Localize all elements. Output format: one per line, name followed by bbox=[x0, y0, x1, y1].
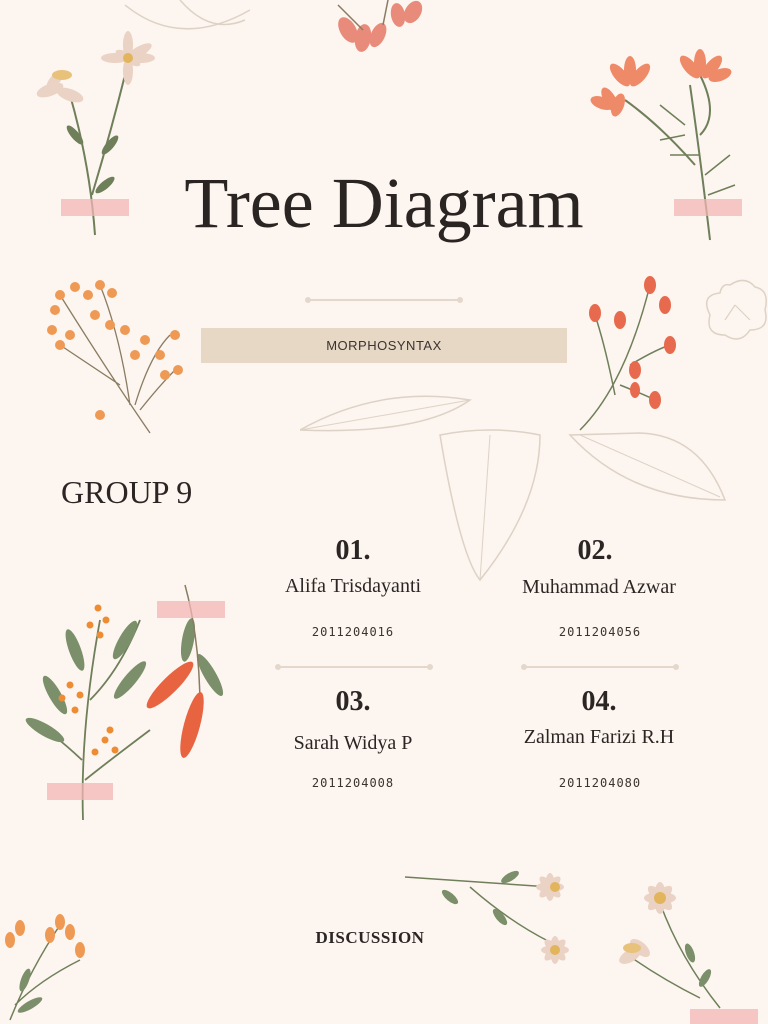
member-id: 2011204008 bbox=[311, 776, 395, 790]
baby-breath-left bbox=[40, 275, 190, 435]
member-name: Alifa Trisdayanti bbox=[284, 575, 422, 597]
group-label: GROUP 9 bbox=[61, 474, 193, 510]
subtitle-text: MORPHOSYNTAX bbox=[326, 338, 442, 353]
daisy-flower-bottom-right bbox=[610, 868, 735, 1013]
coral-flower-top bbox=[318, 0, 438, 60]
member-id: 2011204056 bbox=[558, 625, 642, 639]
discussion-label: DISCUSSION bbox=[315, 928, 425, 947]
member-name: Sarah Widya P bbox=[293, 732, 413, 754]
member-id: 2011204016 bbox=[311, 625, 395, 639]
member-number: 02. bbox=[577, 535, 613, 566]
daisy-flower-bottom bbox=[400, 862, 580, 982]
divider bbox=[524, 666, 676, 668]
member-id: 2011204080 bbox=[558, 776, 642, 790]
subtitle-banner bbox=[201, 328, 567, 363]
washi-tape bbox=[157, 601, 225, 618]
member-number: 01. bbox=[335, 535, 371, 566]
divider bbox=[278, 666, 430, 668]
member-number: 03. bbox=[335, 686, 371, 717]
member-name: Zalman Farizi R.H bbox=[523, 726, 675, 748]
washi-tape bbox=[47, 783, 113, 800]
washi-tape bbox=[690, 1009, 758, 1024]
member-number: 04. bbox=[581, 686, 617, 717]
page-title: Tree Diagram bbox=[184, 163, 584, 243]
member-name: Muhammad Azwar bbox=[522, 576, 676, 598]
flower-outline-right bbox=[700, 275, 768, 350]
divider bbox=[308, 299, 460, 301]
orange-flower-bottom-left bbox=[0, 910, 90, 1024]
